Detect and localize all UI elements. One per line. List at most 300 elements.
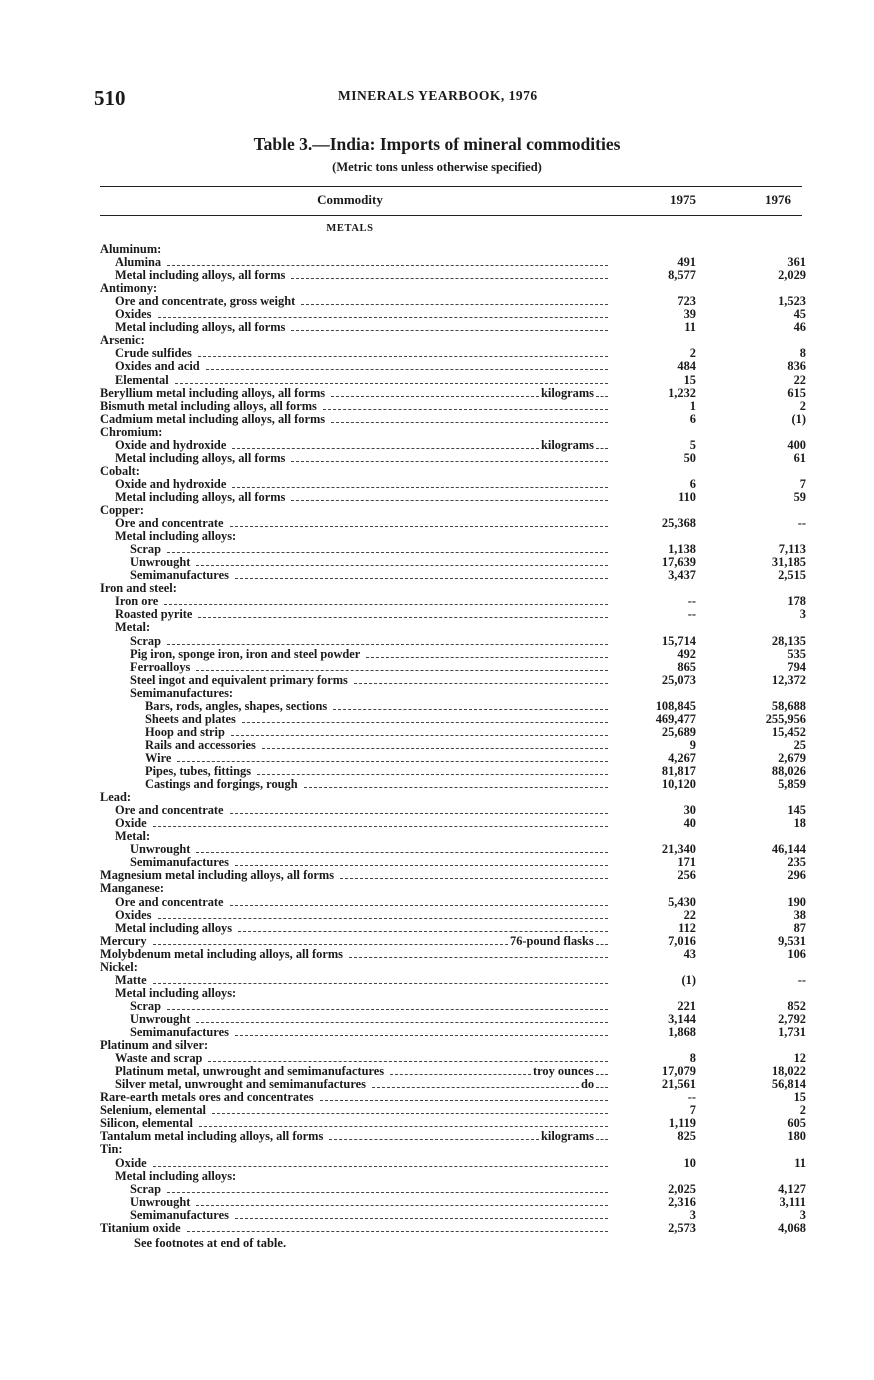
row-label: Tantalum metal including alloys, all forms — [100, 1129, 324, 1144]
value-1975: 40 — [683, 816, 696, 831]
row-label: Metal including alloys: — [115, 985, 237, 1000]
row-label: Metal including alloys, all forms — [115, 320, 286, 335]
dot-leader — [340, 868, 608, 882]
dot-leader — [196, 555, 608, 569]
value-1975: 9 — [689, 737, 696, 752]
dot-leader — [175, 373, 608, 387]
dot-leader — [235, 1025, 608, 1039]
dot-leader — [230, 803, 608, 817]
value-1975: 21,561 — [661, 1077, 696, 1092]
row-label: Metal: — [115, 829, 151, 844]
dot-leader — [242, 712, 608, 726]
row-label: Mercury — [100, 933, 147, 948]
value-1975: 1,232 — [668, 385, 696, 400]
table-row — [0, 412, 874, 426]
row-label: Silver metal, unwrought and semimanufactures — [115, 1077, 366, 1092]
row-label: Beryllium metal including alloys, all forms — [100, 385, 326, 400]
table-row — [0, 503, 874, 517]
table-row — [0, 725, 874, 739]
value-1976: 255,956 — [765, 711, 806, 726]
dot-leader — [291, 320, 608, 334]
table-row — [0, 712, 874, 726]
value-1975: 469,477 — [655, 711, 696, 726]
row-label: Oxide — [115, 816, 147, 831]
dot-leader — [596, 386, 608, 400]
table-row — [0, 399, 874, 413]
dot-leader — [257, 764, 608, 778]
row-label: Platinum metal, unwrought and semimanufactures — [115, 1064, 385, 1079]
table-row — [0, 1116, 874, 1130]
row-label: Semimanufactures — [130, 855, 229, 870]
value-1975: 15 — [683, 372, 696, 387]
table-row — [0, 790, 874, 804]
value-1975: -- — [687, 1090, 696, 1105]
table-row — [0, 490, 874, 504]
value-1975: -- — [687, 607, 696, 622]
value-1976: 190 — [787, 894, 806, 909]
dot-leader — [596, 1077, 608, 1091]
value-1976: 1,731 — [778, 1025, 806, 1039]
table-row — [0, 1064, 874, 1078]
row-label: Ferroalloys — [130, 659, 191, 674]
table-row — [0, 1208, 874, 1222]
dot-leader — [372, 1077, 579, 1091]
value-1975: 865 — [677, 659, 696, 674]
value-1975: 2,573 — [668, 1220, 696, 1235]
table-row — [0, 999, 874, 1013]
dot-leader — [304, 777, 608, 791]
value-1975: 4,267 — [668, 750, 696, 765]
dot-leader — [177, 751, 608, 765]
row-label: Platinum and silver: — [100, 1038, 209, 1053]
dot-leader — [232, 438, 539, 452]
row-label: Scrap — [130, 1181, 161, 1196]
row-label: Semimanufactures — [130, 568, 229, 583]
top-rule — [100, 186, 802, 187]
row-label: Alumina — [115, 255, 162, 270]
dot-leader — [196, 1012, 608, 1026]
row-label: Ore and concentrate — [115, 803, 224, 818]
dot-leader — [208, 1051, 608, 1065]
value-1976: 3 — [799, 607, 806, 622]
value-1975: 25,073 — [661, 672, 696, 687]
value-1975: 2,025 — [668, 1181, 696, 1196]
row-label: Metal including alloys: — [115, 529, 237, 544]
row-label: Cobalt: — [100, 463, 140, 478]
table-row — [0, 529, 874, 543]
value-1976: 4,127 — [778, 1181, 806, 1196]
row-label: Arsenic: — [100, 333, 145, 348]
table-row — [0, 816, 874, 830]
dot-leader — [235, 1208, 608, 1222]
table-row — [0, 842, 874, 856]
value-1975: 10,120 — [661, 777, 696, 792]
dot-leader — [232, 477, 608, 491]
row-label: Oxides — [115, 907, 152, 922]
dot-leader — [153, 973, 608, 987]
table-row — [0, 1195, 874, 1209]
row-label: Selenium, elemental — [100, 1103, 206, 1118]
table-row — [0, 947, 874, 961]
dot-leader — [230, 895, 608, 909]
row-label: Unwrought — [130, 555, 191, 570]
value-1975: 3,437 — [668, 568, 696, 583]
value-1975: 1,119 — [668, 1116, 696, 1131]
table-row — [0, 660, 874, 674]
value-1975: 11 — [684, 320, 696, 335]
table-row — [0, 686, 874, 700]
row-label: Hoop and strip — [145, 724, 225, 739]
value-1976: 3 — [799, 1207, 806, 1222]
value-1976: 400 — [787, 437, 806, 452]
value-1976: 18,022 — [771, 1064, 806, 1079]
value-1975: 2 — [689, 346, 696, 361]
row-label: Aluminum: — [100, 242, 162, 256]
page-header — [94, 86, 794, 112]
dot-leader — [167, 634, 608, 648]
table-row — [0, 1142, 874, 1156]
value-1976: 235 — [787, 855, 806, 870]
value-1975: 3 — [689, 1207, 696, 1222]
row-label: Copper: — [100, 503, 145, 517]
value-1976: (1) — [791, 411, 806, 426]
value-1975: 5,430 — [668, 894, 696, 909]
dot-leader — [323, 399, 608, 413]
row-label: Oxides and acid — [115, 359, 200, 374]
table-row — [0, 1156, 874, 1170]
dot-leader — [153, 934, 508, 948]
row-label: Metal including alloys, all forms — [115, 489, 286, 504]
value-1975: (1) — [681, 972, 696, 987]
row-label: Iron and steel: — [100, 581, 177, 596]
table-row — [0, 1090, 874, 1104]
value-1976: 46 — [793, 320, 806, 335]
value-1975: 484 — [677, 359, 696, 374]
value-1976: 2,515 — [778, 568, 806, 583]
table-row — [0, 1221, 874, 1235]
table-row — [0, 699, 874, 713]
table-body — [0, 242, 874, 1235]
row-label: Metal: — [115, 620, 151, 635]
value-1976: 25 — [793, 737, 806, 752]
row-label: Bars, rods, angles, shapes, sections — [145, 698, 328, 713]
table-row — [0, 1077, 874, 1091]
row-label: Scrap — [130, 998, 161, 1013]
dot-leader — [331, 386, 539, 400]
row-label: Unwrought — [130, 842, 191, 857]
row-unit: troy ounces — [533, 1064, 594, 1079]
value-1975: 10 — [683, 1155, 696, 1170]
dot-leader — [196, 660, 608, 674]
row-label: Metal including alloys — [115, 920, 233, 935]
column-header-commodity: Commodity — [317, 192, 383, 207]
dot-leader — [596, 1064, 608, 1078]
dot-leader — [167, 1182, 608, 1196]
row-label: Semimanufactures — [130, 1025, 229, 1039]
dot-leader — [238, 921, 608, 935]
value-1976: 38 — [793, 907, 806, 922]
dot-leader — [329, 1129, 539, 1143]
value-1976: 58,688 — [771, 698, 806, 713]
row-label: Magnesium metal including alloys, all forms — [100, 868, 335, 883]
table-row — [0, 764, 874, 778]
table-row — [0, 868, 874, 882]
dot-leader — [167, 542, 608, 556]
table-row — [0, 555, 874, 569]
value-1975: 8 — [689, 1051, 696, 1066]
table-row — [0, 1182, 874, 1196]
dot-leader — [235, 568, 608, 582]
value-1976: 361 — [787, 255, 806, 270]
value-1976: 8 — [799, 346, 806, 361]
value-1976: 605 — [787, 1116, 806, 1131]
value-1975: 256 — [677, 868, 696, 883]
row-unit: kilograms — [541, 1129, 595, 1144]
value-1976: 7,113 — [778, 542, 806, 557]
value-1976: 296 — [787, 868, 806, 883]
table-row — [0, 242, 874, 256]
table-row — [0, 1103, 874, 1117]
value-1975: 5 — [689, 437, 696, 452]
table-row — [0, 634, 874, 648]
row-label: Cadmium metal including alloys, all forms — [100, 411, 326, 426]
dot-leader — [320, 1090, 608, 1104]
row-label: Tin: — [100, 1142, 123, 1157]
value-1976: 852 — [787, 998, 806, 1013]
value-1976: 15 — [793, 1090, 806, 1105]
value-1976: 3,111 — [779, 1194, 806, 1209]
table-row — [0, 438, 874, 452]
row-label: Oxides — [115, 307, 152, 322]
dot-leader — [596, 1129, 608, 1143]
row-label: Oxide — [115, 1155, 147, 1170]
table-row — [0, 386, 874, 400]
table-row — [0, 1051, 874, 1065]
value-1975: 112 — [678, 920, 696, 935]
row-label: Roasted pyrite — [115, 607, 193, 622]
row-label: Semimanufactures: — [130, 685, 234, 700]
value-1976: 31,185 — [771, 555, 806, 570]
row-label: Oxide and hydroxide — [115, 437, 227, 452]
dot-leader — [366, 647, 608, 661]
table-row — [0, 986, 874, 1000]
row-label: Ore and concentrate — [115, 894, 224, 909]
section-label: METALS — [326, 223, 374, 234]
table-row — [0, 255, 874, 269]
value-1975: 81,817 — [661, 764, 696, 778]
value-1975: 1,138 — [668, 542, 696, 557]
table-row — [0, 855, 874, 869]
table-row — [0, 294, 874, 308]
row-label: Ore and concentrate — [115, 516, 224, 531]
row-label: Crude sulfides — [115, 346, 192, 361]
table-row — [0, 281, 874, 295]
value-1975: 825 — [677, 1129, 696, 1144]
table-row — [0, 908, 874, 922]
row-label: Ore and concentrate, gross weight — [115, 294, 296, 309]
value-1975: 7 — [689, 1103, 696, 1118]
dot-leader — [291, 451, 608, 465]
dot-leader — [333, 699, 608, 713]
row-label: Rails and accessories — [145, 737, 256, 752]
column-header-1976: 1976 — [765, 192, 791, 207]
value-1976: 87 — [793, 920, 806, 935]
table-row — [0, 359, 874, 373]
value-1975: 492 — [677, 646, 696, 661]
value-1975: 1 — [689, 398, 696, 413]
value-1976: 535 — [787, 646, 806, 661]
value-1975: 15,714 — [661, 633, 696, 648]
row-label: Chromium: — [100, 424, 163, 439]
value-1975: 30 — [683, 803, 696, 818]
table-row — [0, 829, 874, 843]
row-label: Scrap — [130, 633, 161, 648]
row-label: Wire — [145, 750, 172, 765]
row-label: Manganese: — [100, 881, 165, 896]
table-row — [0, 464, 874, 478]
dot-leader — [231, 725, 608, 739]
dot-leader — [596, 934, 608, 948]
dot-leader — [354, 673, 608, 687]
value-1976: 2 — [799, 398, 806, 413]
dot-leader — [206, 359, 608, 373]
table-row — [0, 895, 874, 909]
dot-leader — [158, 908, 608, 922]
row-label: Pig iron, sponge iron, iron and steel powder — [130, 646, 361, 661]
value-1976: 28,135 — [771, 633, 806, 648]
dot-leader — [349, 947, 608, 961]
value-1976: 2,792 — [778, 1011, 806, 1026]
footnote: See footnotes at end of table. — [134, 1236, 287, 1250]
table-row — [0, 373, 874, 387]
value-1976: 18 — [793, 816, 806, 831]
row-label: Semimanufactures — [130, 1207, 229, 1222]
dot-leader — [291, 490, 608, 504]
page-number: 510 — [94, 86, 126, 110]
dot-leader — [153, 1156, 608, 1170]
table-row — [0, 268, 874, 282]
table-row — [0, 477, 874, 491]
dot-leader — [235, 855, 608, 869]
row-label: Antimony: — [100, 281, 158, 296]
row-unit: kilograms — [541, 437, 595, 452]
table-row — [0, 594, 874, 608]
row-label: Metal including alloys, all forms — [115, 450, 286, 465]
value-1976: 61 — [793, 450, 806, 465]
row-label: Bismuth metal including alloys, all forms — [100, 398, 317, 413]
table-row — [0, 542, 874, 556]
value-1975: 221 — [677, 998, 696, 1013]
row-label: Sheets and plates — [145, 711, 236, 726]
table-row — [0, 451, 874, 465]
row-label: Silicon, elemental — [100, 1116, 193, 1131]
value-1975: 25,689 — [661, 724, 696, 739]
value-1976: 836 — [787, 359, 806, 374]
value-1976: 12 — [793, 1051, 806, 1066]
value-1976: 1,523 — [778, 294, 806, 309]
value-1976: 7 — [799, 476, 806, 491]
row-label: Castings and forgings, rough — [145, 777, 298, 792]
value-1976: 5,859 — [778, 777, 806, 792]
table-row — [0, 607, 874, 621]
value-1976: 180 — [787, 1129, 806, 1144]
table-row — [0, 673, 874, 687]
value-1975: 3,144 — [668, 1011, 696, 1026]
table-row — [0, 320, 874, 334]
row-label: Unwrought — [130, 1194, 191, 1209]
value-1976: 615 — [787, 385, 806, 400]
value-1976: 2 — [799, 1103, 806, 1118]
value-1975: 8,577 — [668, 268, 696, 283]
value-1976: 9,531 — [778, 933, 806, 948]
dot-leader — [331, 412, 608, 426]
table-row — [0, 1129, 874, 1143]
dot-leader — [199, 1116, 608, 1130]
table-row — [0, 1038, 874, 1052]
row-label: Steel ingot and equivalent primary forms — [130, 672, 348, 687]
row-unit: do — [581, 1077, 595, 1092]
value-1975: 6 — [689, 411, 696, 426]
table-subtitle: (Metric tons unless otherwise specified) — [332, 160, 542, 174]
dot-leader — [212, 1103, 608, 1117]
dot-leader — [164, 594, 608, 608]
row-unit: kilograms — [541, 385, 595, 400]
table-title: Table 3.—India: Imports of mineral commodities — [253, 134, 621, 154]
value-1975: 22 — [683, 907, 696, 922]
dot-leader — [187, 1221, 608, 1235]
table-row — [0, 581, 874, 595]
value-1976: 12,372 — [771, 672, 806, 687]
table-row — [0, 973, 874, 987]
value-1975: 43 — [683, 946, 696, 961]
dot-leader — [167, 999, 608, 1013]
value-1975: -- — [687, 594, 696, 609]
row-label: Iron ore — [115, 594, 159, 609]
value-1975: 723 — [677, 294, 696, 309]
row-label: Scrap — [130, 542, 161, 557]
table-row — [0, 881, 874, 895]
header-rule — [100, 215, 802, 216]
row-label: Metal including alloys, all forms — [115, 268, 286, 283]
row-label: Matte — [115, 972, 147, 987]
dot-leader — [390, 1064, 531, 1078]
row-label: Lead: — [100, 790, 131, 805]
row-label: Pipes, tubes, fittings — [145, 764, 252, 778]
value-1975: 2,316 — [668, 1194, 696, 1209]
table-row — [0, 921, 874, 935]
value-1976: 106 — [787, 946, 806, 961]
value-1975: 108,845 — [655, 698, 696, 713]
value-1976: -- — [797, 516, 806, 531]
value-1976: 59 — [793, 489, 806, 504]
row-unit: 76-pound flasks — [510, 933, 594, 948]
dot-leader — [167, 255, 608, 269]
value-1975: 110 — [678, 489, 696, 504]
value-1975: 7,016 — [668, 933, 696, 948]
row-label: Titanium oxide — [100, 1220, 181, 1235]
value-1976: 11 — [794, 1155, 806, 1170]
value-1976: 46,144 — [771, 842, 806, 857]
value-1976: 22 — [793, 372, 806, 387]
table-row — [0, 568, 874, 582]
dot-leader — [596, 438, 608, 452]
row-label: Oxide and hydroxide — [115, 476, 227, 491]
dot-leader — [291, 268, 608, 282]
row-label: Nickel: — [100, 959, 138, 974]
dot-leader — [230, 516, 608, 530]
table-row — [0, 346, 874, 360]
dot-leader — [301, 294, 608, 308]
